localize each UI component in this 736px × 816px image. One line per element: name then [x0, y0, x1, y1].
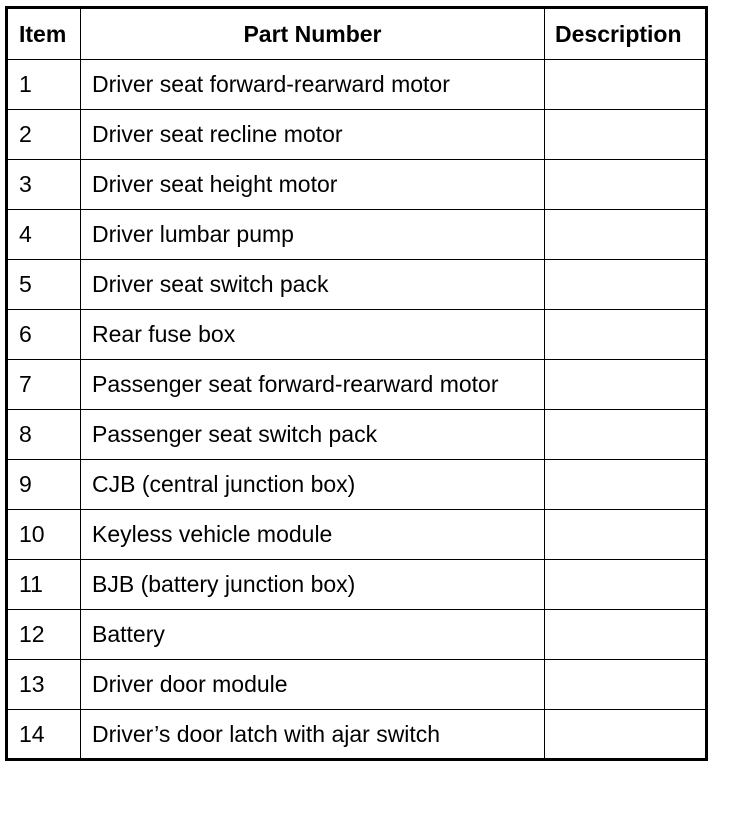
cell-description	[545, 160, 707, 210]
cell-part-number: BJB (battery junction box)	[81, 560, 545, 610]
table-row	[7, 260, 707, 310]
table-row	[7, 560, 707, 610]
cell-item: 12	[7, 610, 81, 660]
cell-description	[545, 60, 707, 110]
cell-item: 9	[7, 460, 81, 510]
cell-part-number: Driver door module	[81, 660, 545, 710]
cell-description	[545, 260, 707, 310]
table-row	[7, 410, 707, 460]
table-row	[7, 460, 707, 510]
table-row	[7, 310, 707, 360]
cell-description	[545, 110, 707, 160]
table-row	[7, 360, 707, 410]
cell-item: 3	[7, 160, 81, 210]
header-description: Description	[545, 8, 707, 60]
cell-description	[545, 560, 707, 610]
cell-part-number: Driver lumbar pump	[81, 210, 545, 260]
table-header	[7, 8, 707, 60]
cell-item: 13	[7, 660, 81, 710]
table-row	[7, 160, 707, 210]
cell-item: 1	[7, 60, 81, 110]
cell-description	[545, 410, 707, 460]
header-row	[7, 8, 707, 60]
cell-part-number: Passenger seat switch pack	[81, 410, 545, 460]
cell-item: 6	[7, 310, 81, 360]
cell-part-number: Rear fuse box	[81, 310, 545, 360]
table-body	[7, 60, 707, 760]
table-row	[7, 110, 707, 160]
cell-part-number: Driver seat switch pack	[81, 260, 545, 310]
header-item: Item	[7, 8, 81, 60]
table-row	[7, 610, 707, 660]
cell-description	[545, 460, 707, 510]
cell-item: 7	[7, 360, 81, 410]
cell-item: 8	[7, 410, 81, 460]
cell-description	[545, 510, 707, 560]
cell-description	[545, 660, 707, 710]
cell-part-number: Driver seat forward-rearward motor	[81, 60, 545, 110]
cell-description	[545, 710, 707, 760]
cell-description	[545, 360, 707, 410]
cell-part-number: Keyless vehicle module	[81, 510, 545, 560]
cell-item: 4	[7, 210, 81, 260]
table-row	[7, 210, 707, 260]
cell-item: 11	[7, 560, 81, 610]
cell-item: 14	[7, 710, 81, 760]
cell-item: 10	[7, 510, 81, 560]
cell-part-number: CJB (central junction box)	[81, 460, 545, 510]
cell-item: 2	[7, 110, 81, 160]
table-row	[7, 510, 707, 560]
cell-description	[545, 310, 707, 360]
cell-part-number: Driver seat recline motor	[81, 110, 545, 160]
table-row	[7, 660, 707, 710]
table-row	[7, 710, 707, 760]
table-row	[7, 60, 707, 110]
cell-description	[545, 210, 707, 260]
cell-part-number: Battery	[81, 610, 545, 660]
header-part-number: Part Number	[81, 8, 545, 60]
parts-table	[5, 6, 708, 761]
cell-item: 5	[7, 260, 81, 310]
cell-part-number: Driver’s door latch with ajar switch	[81, 710, 545, 760]
cell-description	[545, 610, 707, 660]
cell-part-number: Driver seat height motor	[81, 160, 545, 210]
cell-part-number: Passenger seat forward-rearward motor	[81, 360, 545, 410]
